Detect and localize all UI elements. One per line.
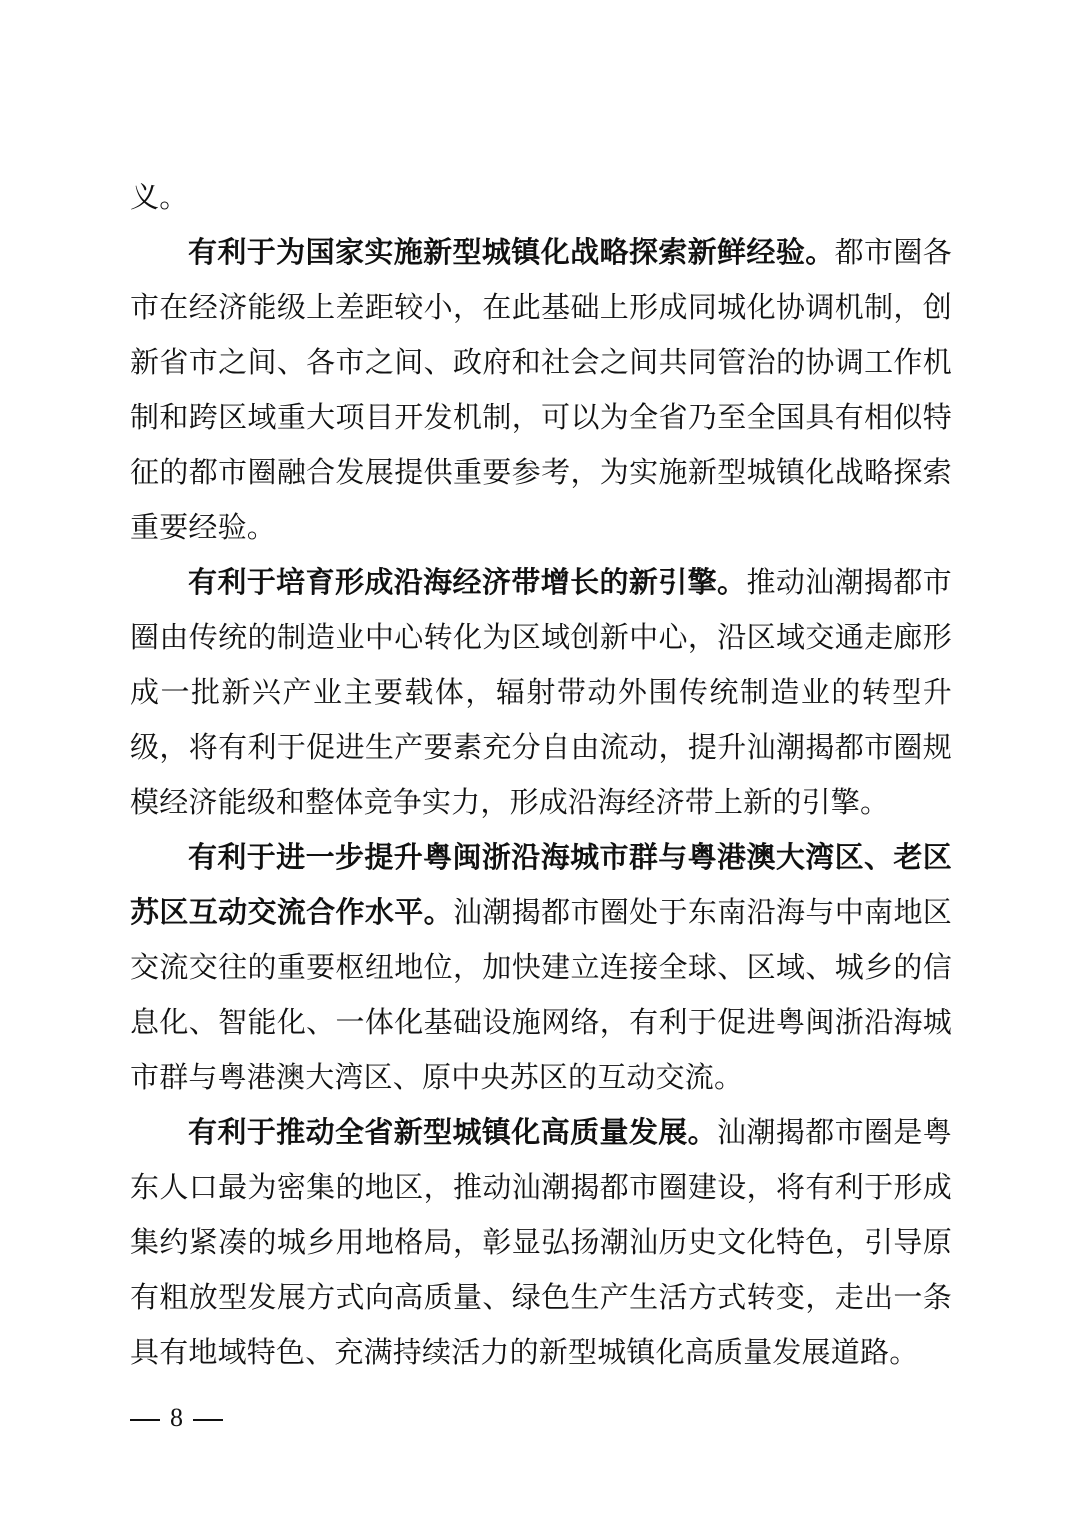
left-dash-divider [130,1419,160,1421]
document-body [130,170,952,1380]
paragraph-text: 汕潮揭都市圈是粤东人口最为密集的地区，推动汕潮揭都市圈建设，将有利于形成集约紧凑的城乡用地格局，彰显弘扬潮汕历史文化特色，引导原有粗放型发展方式向高质量、绿色生产生活方式转变，走出一条具有地域特色、充满持续活力的新型城镇化高质量发展道路。 [130,1115,952,1369]
paragraph-heading: 有利于为国家实施新型城镇化战略探索新鲜经验。 [188,235,835,269]
page-number: 8 [170,1403,183,1432]
paragraph-text: 推动汕潮揭都市圈由传统的制造业中心转化为区域创新中心，沿区域交通走廊形成一批新兴产业主要载体，辐射带动外围传统制造业的转型升级，将有利于促进生产要素充分自由流动，提升汕潮揭都市圈规模经济能级和整体竞争实力，形成沿海经济带上新的引擎。 [130,565,952,819]
paragraph-coastal-growth-engine [130,555,952,830]
paragraph-continuation [130,170,952,225]
paragraph-heading: 有利于进一步提升粤闽浙沿海城市群与粤港澳大湾区、老区苏区互动交流合作水平。 [130,840,952,929]
right-dash-divider [193,1419,223,1421]
paragraph-heading: 有利于培育形成沿海经济带增长的新引擎。 [188,565,747,599]
paragraph-new-urbanization-experience [130,225,952,555]
paragraph-text: 都市圈各市在经济能级上差距较小，在此基础上形成同城化协调机制，创新省市之间、各市之间、政府和社会之间共同管治的协调工作机制和跨区域重大项目开发机制，可以为全省乃至全国具有相似特征的都市圈融合发展提供重要参考，为实施新型城镇化战略探索重要经验。 [130,235,952,544]
paragraph-text: 汕潮揭都市圈处于东南沿海与中南地区交流交往的重要枢纽地位，加快建立连接全球、区域、城乡的信息化、智能化、一体化基础设施网络，有利于促进粤闽浙沿海城市群与粤港澳大湾区、原中央苏区的互动交流。 [130,895,953,1094]
paragraph-text: 义。 [130,180,189,214]
paragraph-heading: 有利于推动全省新型城镇化高质量发展。 [188,1115,718,1149]
page-number-footer [130,1398,223,1438]
paragraph-regional-cooperation [130,830,952,1105]
paragraph-high-quality-development [130,1105,952,1380]
